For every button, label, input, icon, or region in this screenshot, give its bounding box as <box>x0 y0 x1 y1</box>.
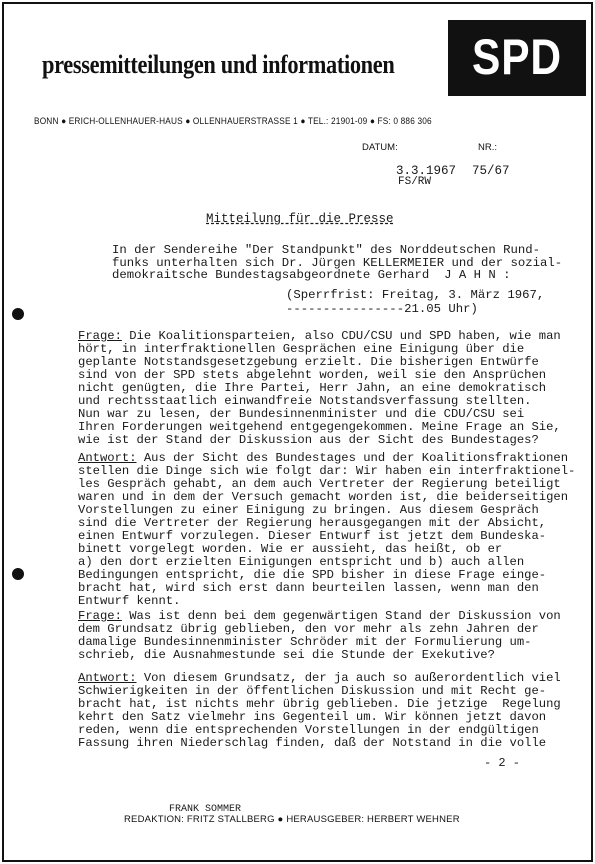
answer-2 <box>78 672 578 750</box>
press-heading: Mitteilung für die Presse <box>206 212 394 226</box>
initials: FS/RW <box>398 176 432 188</box>
answer-1-text: Aus der Sicht des Bundestages und der Koalitionsfraktionen stellen die Dinge sich wie folgt dar: Wir haben ein interfraktionel- les Gespräch gehabt, an dem auch Vertreter der Regierung beteiligt waren und in dem der Versuch gemacht worden ist, die beiderseitigen Vorstellungen zu einer Einigung zu bringen. Aus diesem Gespräch sind die Vertreter der Regierung herausgegangen mit der Absicht, einen Entwurf vorzulegen. Dieser Entwurf ist jetzt dem Bundeska- binett vorgelegt worden. Wie er aussieht, das heißt, ob er a) den dort erzielten Einigungen entspricht und b) auch allen Bedingungen entspricht, die die SPD bisher in diese Frage einge- bracht hat, wird sich erst dann beurteilen lassen, wenn man den Entwurf kennt. <box>78 451 576 608</box>
document-page <box>2 2 593 862</box>
address-line: BONN ● ERICH-OLLENHAUER-HAUS ● OLLENHAUERSTRASSE 1 ● TEL.: 21901-09 ● FS: 0 886 306 <box>34 116 432 126</box>
nr-value: 75/67 <box>472 164 510 178</box>
answer-2-lead: Antwort: <box>78 671 137 685</box>
question-2-lead: Frage: <box>78 609 122 623</box>
answer-1 <box>78 452 578 608</box>
question-2-text: Was ist denn bei dem gegenwärtigen Stand der Diskussion von dem Grundsatz übrig geblieben, den vor mehr als zehn Jahren der damalige Bundesinnenminister Schröder mit der Formulierung um- schrieb, die Ausnahmestunde sei die Stunde der Exekutive? <box>78 609 561 662</box>
question-1 <box>78 330 578 447</box>
question-1-text: Die Koalitionsparteien, also CDU/CSU und SPD haben, wie man hört, in interfraktionellen Gesprächen eine Einigung über die geplante Notstandsgesetzgebung erzielt. Die bisherigen Entwürfe sind von der SPD stets abgelehnt worden, weil sie den Ansprüchen nicht genügten, die Ihre Partei, Herr Jahn, an eine demokratisch und rechtsstaatlich einwandfreie Notstandsverfassung stellten. Nun war zu lesen, der Bundesinnenminister und die CDU/CSU sei Ihren Forderungen weitgehend entgegengekommen. Meine Frage an Sie, wie ist der Stand der Diskussion aus der Sicht des Bundestages? <box>78 329 561 447</box>
datum-value: 3.3.1967 <box>396 164 457 178</box>
datum-label: DATUM: <box>362 142 398 153</box>
spd-logo-text: SPD <box>472 29 562 85</box>
intro-paragraph: In der Sendereihe "Der Standpunkt" des Norddeutschen Rund- funks unterhalten sich Dr. Jürgen KELLERMEIER und der sozial- demokraitsche Bundestagsabgeordnete Gerhard J A H N : <box>112 243 563 283</box>
page-number: - 2 - <box>484 756 521 770</box>
binder-hole-top <box>12 308 24 320</box>
editor-overtype: FRANK SOMMER <box>169 804 242 815</box>
question-2 <box>78 610 578 662</box>
spd-logo <box>448 20 586 96</box>
footer-credits: REDAKTION: FRITZ STALLBERG ● HERAUSGEBER: HERBERT WEHNER <box>124 814 460 825</box>
nr-label: NR.: <box>478 142 497 153</box>
answer-2-text: Von diesem Grundsatz, der ja auch so außerordentlich viel Schwierigkeiten in der öffentlichen Diskussion und mit Recht ge- bracht hat, ist nichts mehr übrig geblieben. Die jetzige Regelung kehrt den Satz vielmehr ins Gegenteil um. Wir können jetzt davon reden, wenn die entsprechenden Vorstellungen in der endgültigen Fassung ihren Niederschlag finden, daß der Notstand in die volle <box>78 671 561 750</box>
question-1-lead: Frage: <box>78 329 122 343</box>
embargo-note: (Sperrfrist: Freitag, 3. März 1967, ----------------21.05 Uhr) <box>286 288 545 316</box>
answer-1-lead: Antwort: <box>78 451 137 465</box>
binder-hole-bottom <box>12 568 24 580</box>
masthead-title: pressemitteilungen und informationen <box>42 50 395 79</box>
